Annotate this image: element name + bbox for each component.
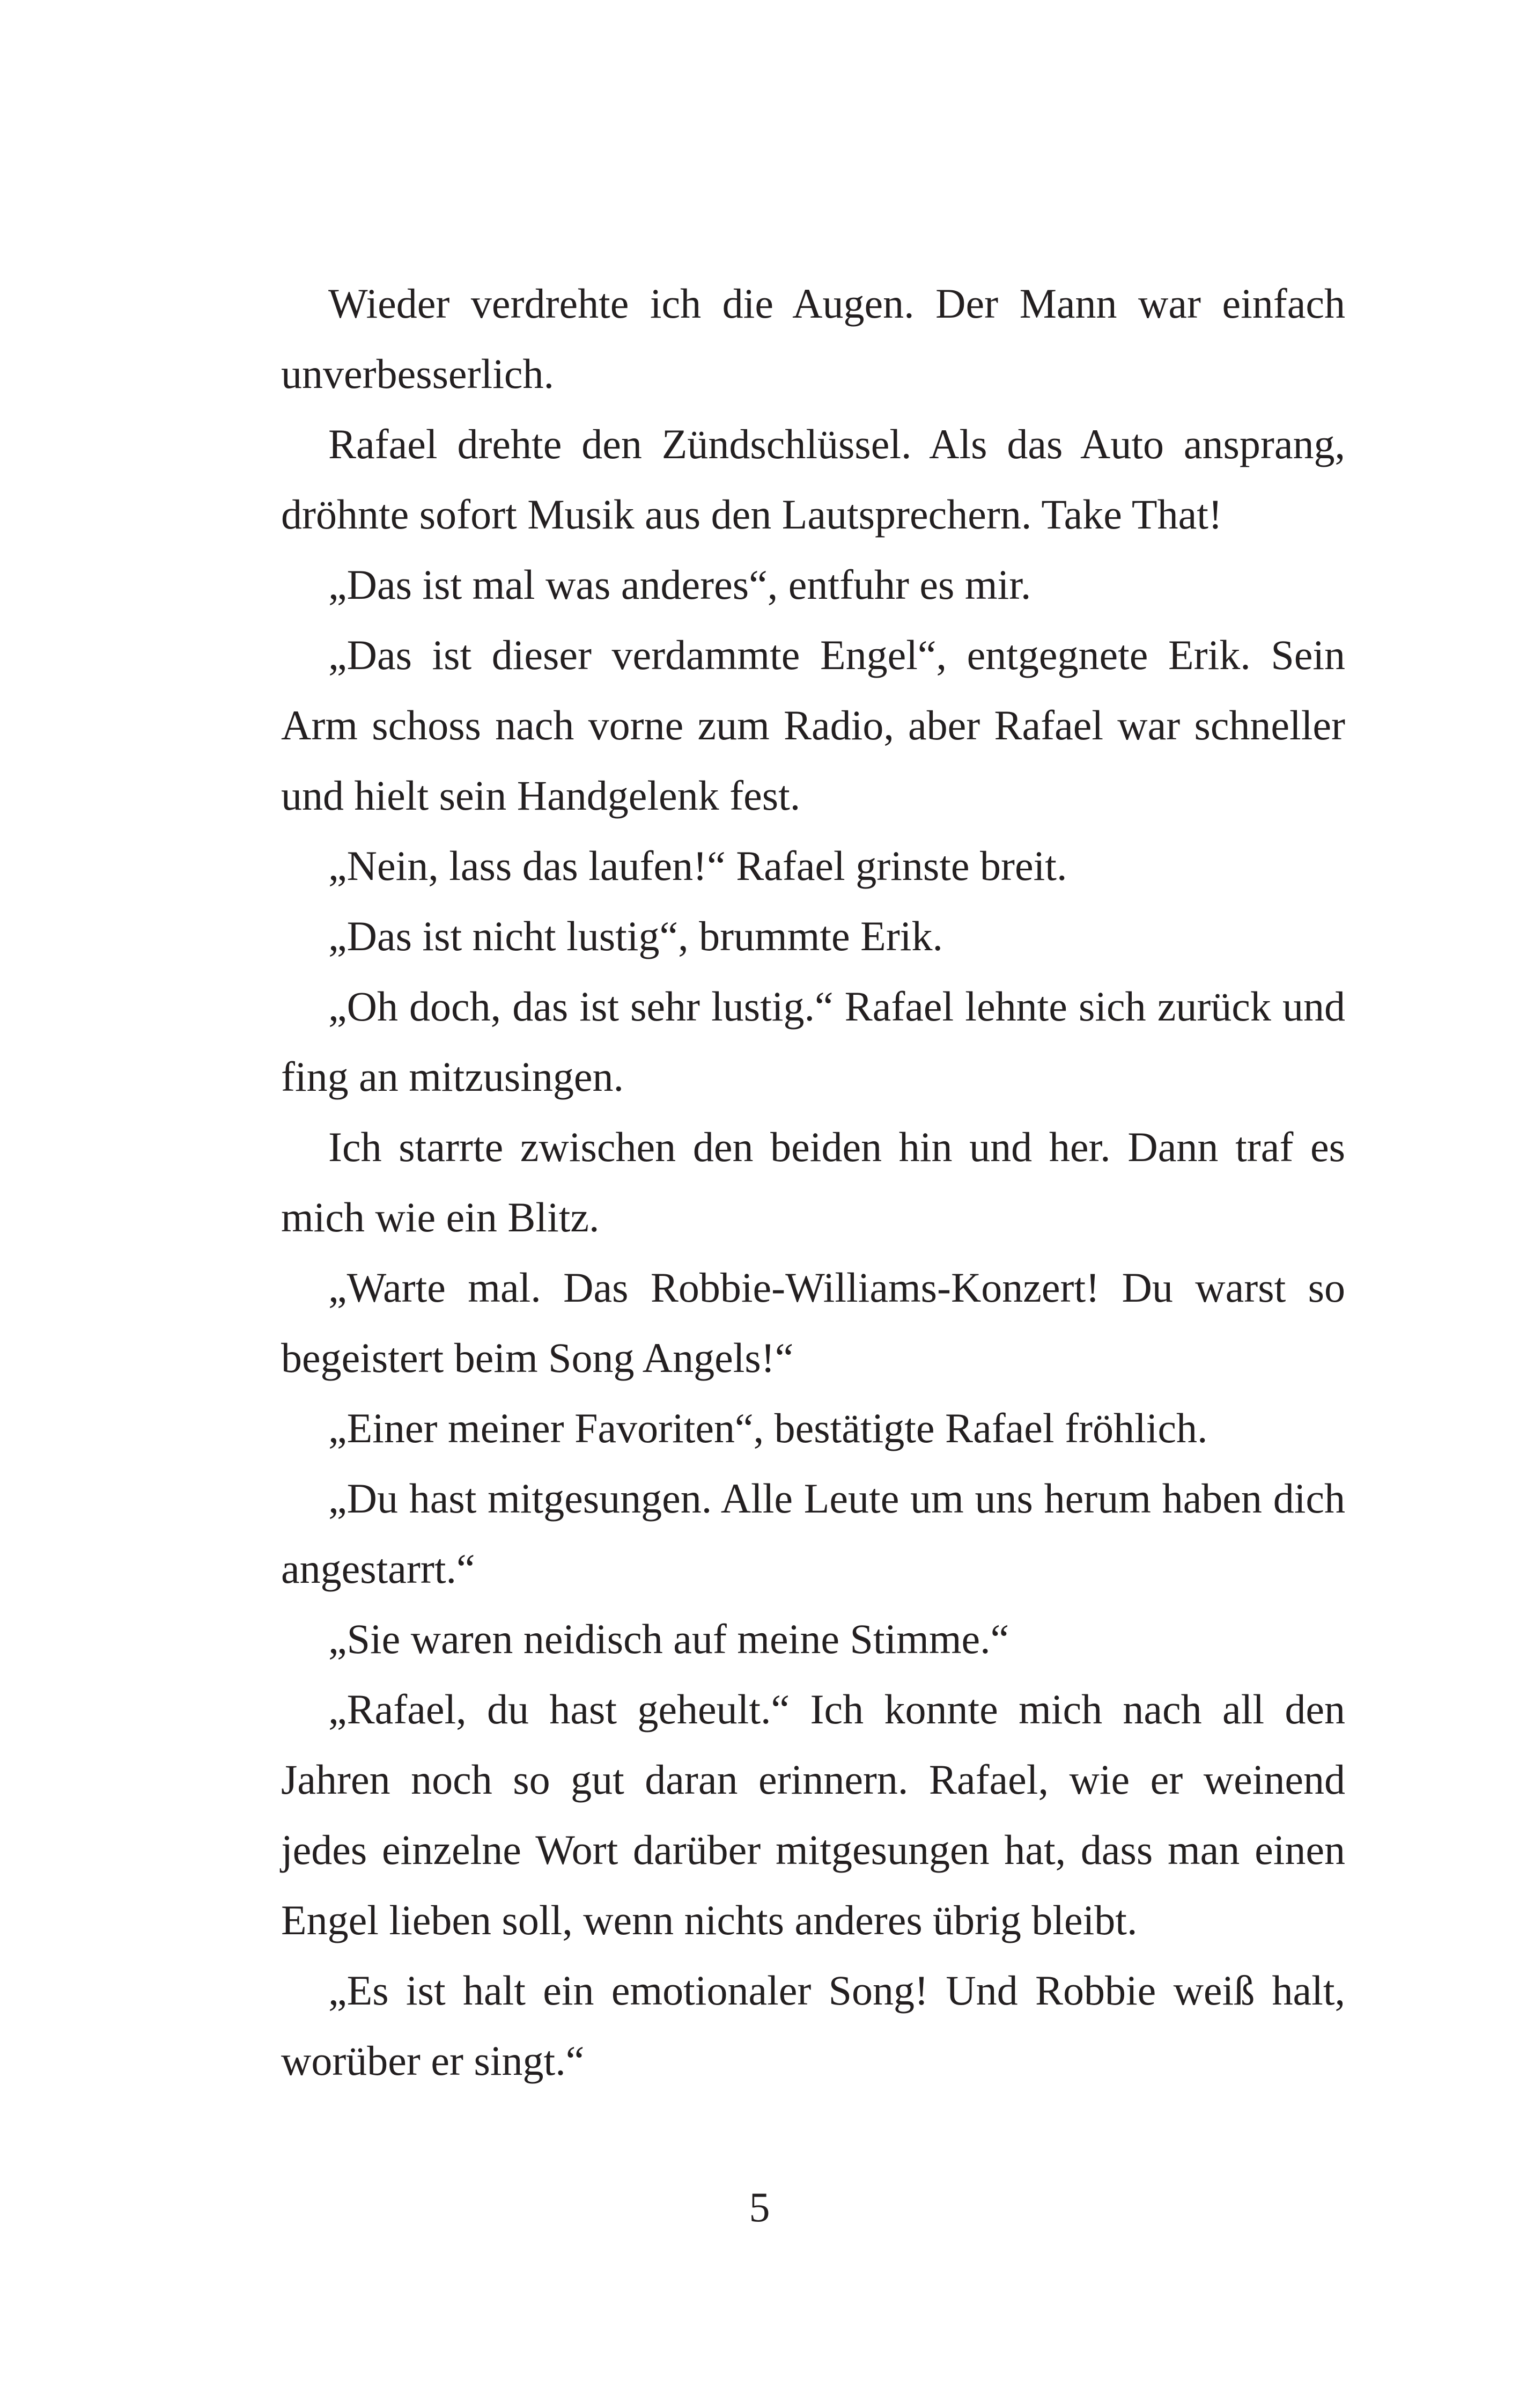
paragraph: „Das ist dieser verdammte Engel“, entgegnete Erik. Sein Arm schoss nach vorne zum Radio, aber Rafael war schneller und hielt sein Handgelenk fest.	[281, 632, 1345, 819]
paragraph: „Einer meiner Favoriten“, bestätigte Rafael fröhlich.	[328, 1405, 1208, 1451]
paragraph: „Du hast mitgesungen. Alle Leute um uns herum haben dich angestarrt.“	[281, 1475, 1345, 1592]
paragraph: „Warte mal. Das Robbie-Williams-Konzert! Du warst so begeistert beim Song Angels!“	[281, 1264, 1345, 1381]
page-number: 5	[749, 2184, 770, 2230]
paragraph: „Das ist nicht lustig“, brummte Erik.	[328, 913, 943, 959]
paragraph: Ich starrte zwischen den beiden hin und her. Dann traf es mich wie ein Blitz.	[281, 1124, 1345, 1240]
body-text	[281, 268, 1345, 2096]
paragraph: „Das ist mal was anderes“, entfuhr es mir.	[328, 561, 1031, 608]
paragraph: Rafael drehte den Zündschlüssel. Als das Auto ansprang, dröhnte sofort Musik aus den Lautsprechern. Take That!	[281, 421, 1345, 538]
paragraph: „Oh doch, das ist sehr lustig.“ Rafael lehnte sich zurück und fing an mitzusingen.	[281, 983, 1345, 1100]
paragraph: „Nein, lass das laufen!“ Rafael grinste breit.	[328, 842, 1067, 889]
paragraph: Wieder verdrehte ich die Augen. Der Mann war einfach unverbesserlich.	[281, 280, 1345, 397]
paragraph: „Rafael, du hast geheult.“ Ich konnte mich nach all den Jahren noch so gut daran erinnern. Rafael, wie er weinend jedes einzelne Wort darüber mitgesungen hat, dass man einen Engel lieben soll, wenn nichts anderes übrig bleibt.	[281, 1686, 1345, 1943]
paragraph: „Sie waren neidisch auf meine Stimme.“	[328, 1616, 1009, 1662]
paragraph: „Es ist halt ein emotionaler Song! Und Robbie weiß halt, worüber er singt.“	[281, 1967, 1345, 2084]
